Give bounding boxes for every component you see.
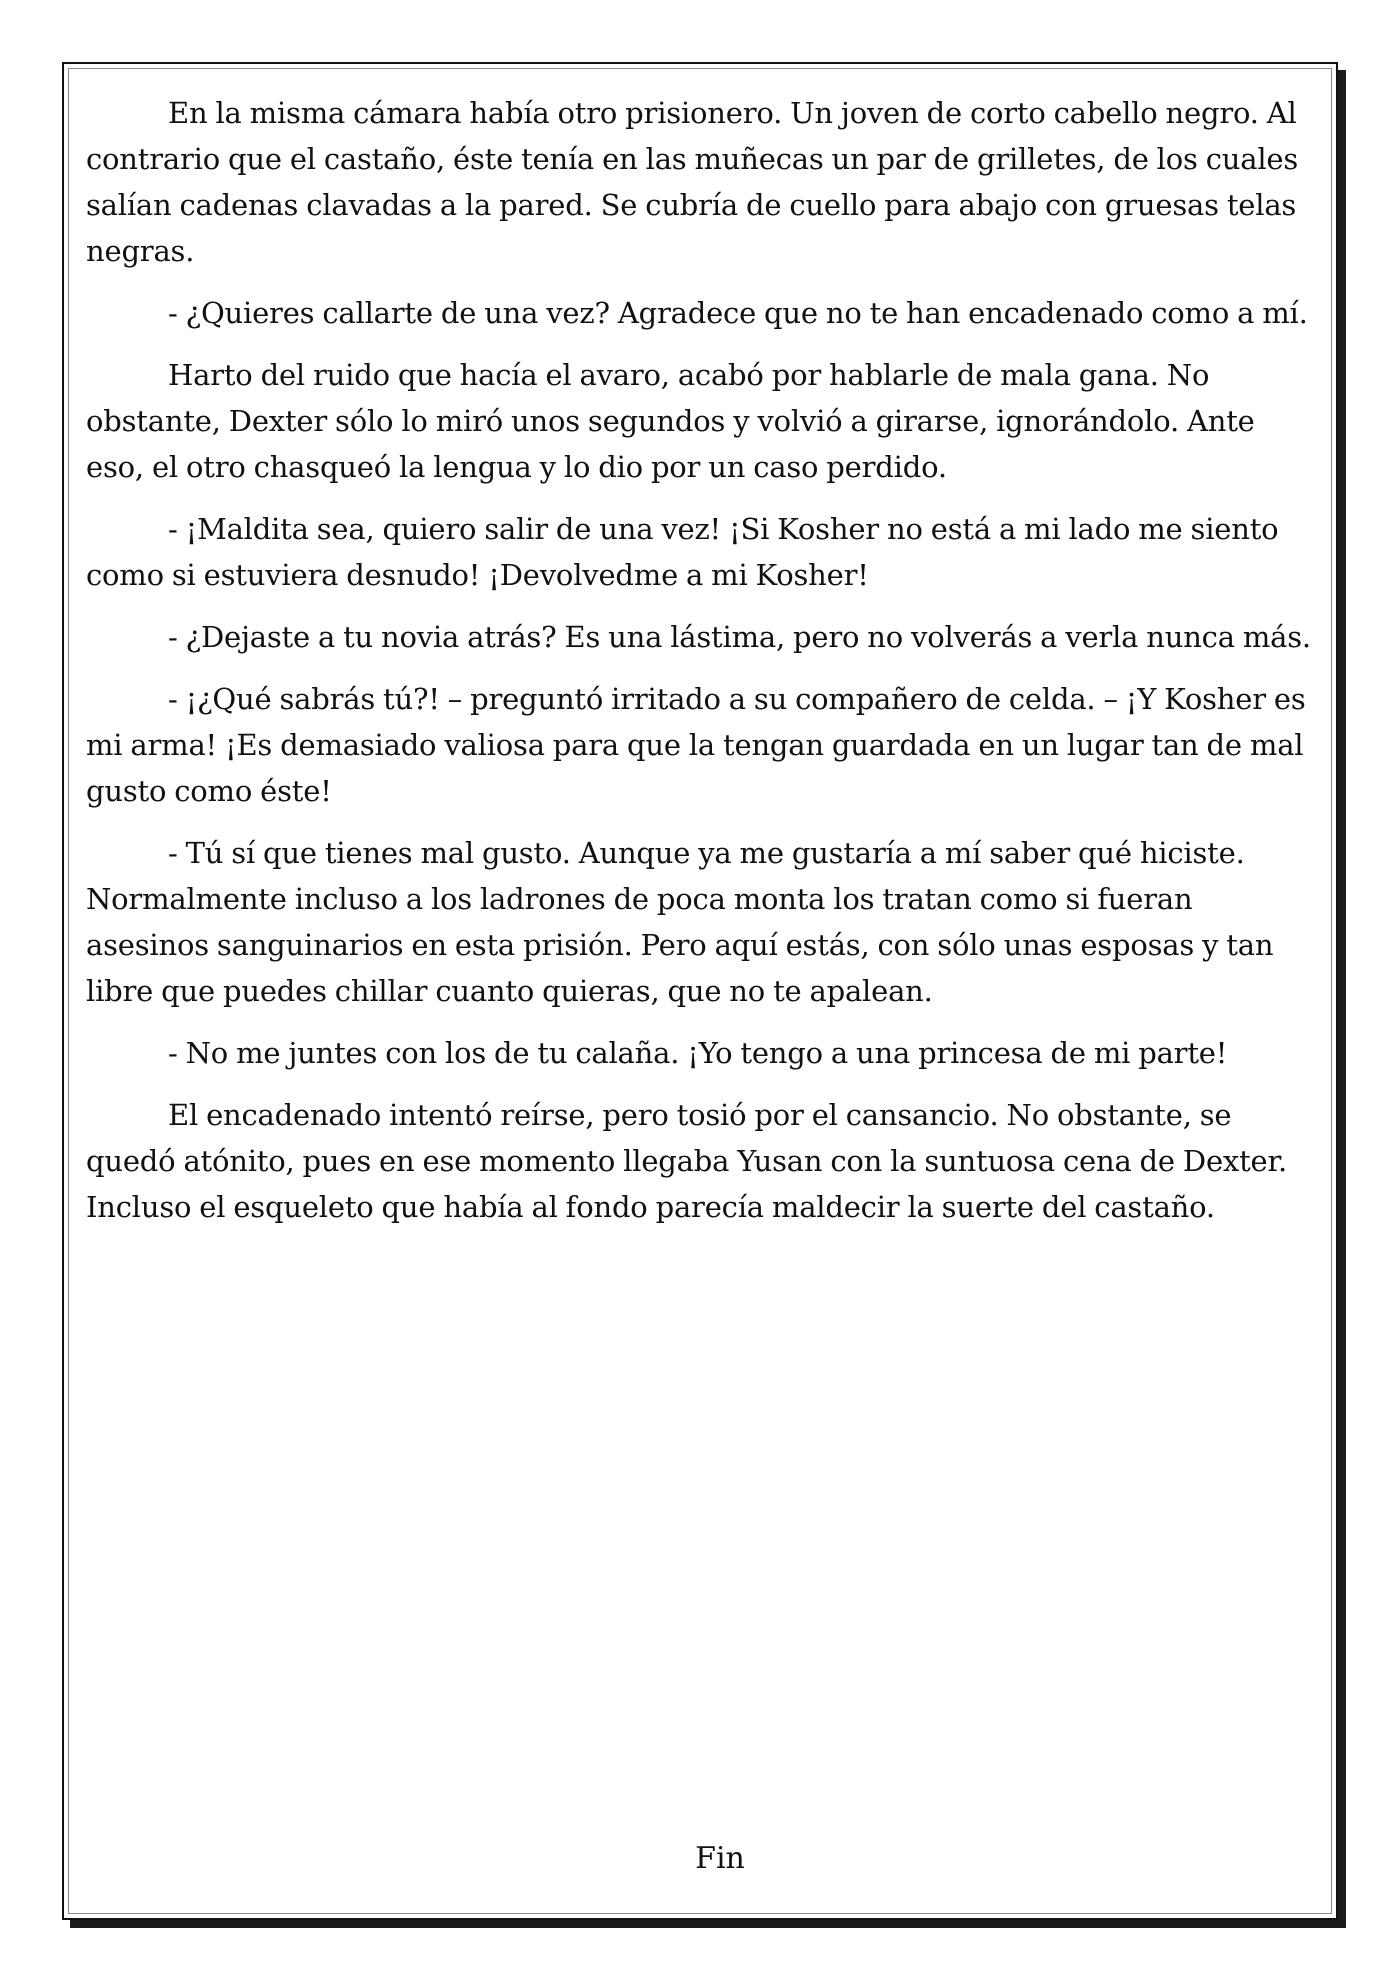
paragraph-9: El encadenado intentó reírse, pero tosió por el cansancio. No obstante, se quedó atónito, pues en ese momento llegaba Yusan con la suntuosa cena de Dexter. Incluso el esqueleto que había al fondo parecía maldecir la suerte del castaño. [86,1098,1287,1224]
paragraph-1: En la misma cámara había otro prisionero. Un joven de corto cabello negro. Al contrario que el castaño, éste tenía en las muñecas un par de grilletes, de los cuales salían cadenas clavadas a la pared. Se cubría de cuello para abajo con gruesas telas negras. [86,96,1299,268]
paragraph-5: - ¿Dejaste a tu novia atrás? Es una lástima, pero no volverás a verla nunca más. [168,620,1311,654]
paragraph-2: - ¿Quieres callarte de una vez? Agradece que no te han encadenado como a mí. [168,296,1308,330]
story-text [86,90,1316,1246]
paragraph-8: - No me juntes con los de tu calaña. ¡Yo tengo a una princesa de mi parte! [168,1036,1228,1070]
paragraph-4: - ¡Maldita sea, quiero salir de una vez! ¡Si Kosher no está a mi lado me siento como si estuviera desnudo! ¡Devolvedme a mi Kosher! [86,512,1279,592]
paragraph-6: - ¡¿Qué sabrás tú?! – preguntó irritado a su compañero de celda. – ¡Y Kosher es mi arma! ¡Es demasiado valiosa para que la tengan guardada en un lugar tan de mal gusto como éste! [86,682,1306,808]
end-mark: Fin [695,1841,745,1876]
paragraph-3: Harto del ruido que hacía el avaro, acabó por hablarle de mala gana. No obstante, Dexter sólo lo miró unos segundos y volvió a girarse, ignorándolo. Ante eso, el otro chasqueó la lengua y lo dio por un caso perdido. [86,358,1255,484]
page-frame [62,62,1338,1920]
paragraph-7: - Tú sí que tienes mal gusto. Aunque ya me gustaría a mí saber qué hiciste. Normalmente incluso a los ladrones de poca monta los tratan como si fueran asesinos sanguinarios en esta prisión. Pero aquí estás, con sólo unas esposas y tan libre que puedes chillar cuanto quieras, que no te apalean. [86,836,1274,1008]
